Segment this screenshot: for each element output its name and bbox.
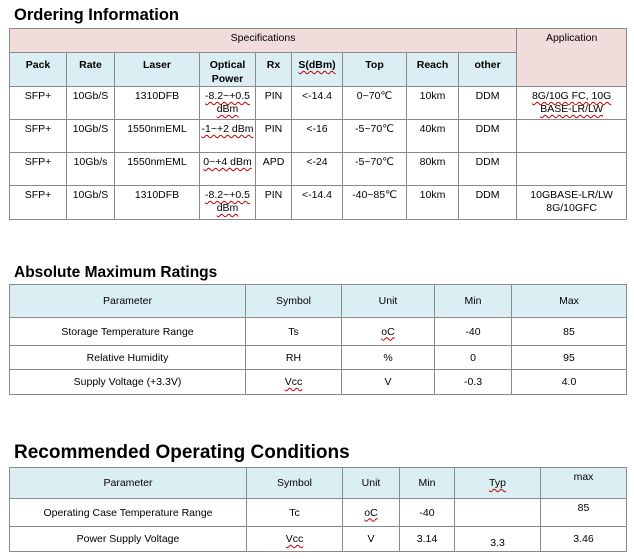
cell-pack: SFP+ [10, 186, 67, 220]
table-row [10, 499, 627, 527]
table-row [10, 370, 627, 395]
cell-laser: 1310DFB [115, 87, 200, 120]
power-value: -8.2~+0.5 dBm [205, 189, 250, 214]
cell-unit [342, 318, 435, 346]
table-row [10, 318, 627, 346]
cell-symbol: Ts [246, 318, 342, 346]
cell-parameter: Supply Voltage (+3.3V) [10, 370, 246, 395]
table-row [10, 527, 627, 552]
sensitivity-label: S(dBm) [298, 59, 336, 71]
cell-unit [343, 499, 400, 527]
cell-sensitivity: <-16 [292, 120, 343, 153]
recommended-operating-conditions-title: Recommended Operating Conditions [14, 442, 350, 463]
table-row [10, 346, 627, 370]
ordering-info-title: Ordering Information [14, 6, 179, 24]
cell-rate: 10Gb/S [67, 120, 115, 153]
cell-laser: 1550nmEML [115, 153, 200, 186]
cell-min: -40 [400, 499, 455, 527]
cell-rx: APD [256, 153, 292, 186]
power-value: -8.2~+0.5 dBm [205, 90, 250, 115]
col-header-rate: Rate [67, 53, 115, 87]
cell-min: -0.3 [435, 370, 512, 395]
cell-top: 0~70℃ [343, 87, 407, 120]
col-header-max: Max [512, 285, 627, 318]
col-header-top: Top [343, 53, 407, 87]
cell-application [517, 153, 627, 186]
cell-top: -40~85℃ [343, 186, 407, 220]
cell-min: 3.14 [400, 527, 455, 552]
cell-other: DDM [459, 186, 517, 220]
cell-power [200, 186, 256, 220]
power-value: 0~+4 dBm [203, 156, 252, 168]
col-header-min: Min [400, 468, 455, 499]
table-row [10, 87, 627, 120]
cell-symbol: Tc [247, 499, 343, 527]
cell-max: 3.46 [541, 527, 627, 552]
col-header-sensitivity [292, 53, 343, 87]
absolute-max-ratings-table [9, 284, 627, 395]
cell-parameter: Storage Temperature Range [10, 318, 246, 346]
col-header-symbol: Symbol [246, 285, 342, 318]
col-header-optical-power: Optical Power [200, 53, 256, 87]
absolute-max-ratings-title: Absolute Maximum Ratings [14, 264, 218, 281]
cell-max: 95 [512, 346, 627, 370]
application-header: Application [517, 29, 627, 87]
cell-min: 0 [435, 346, 512, 370]
cell-reach: 10km [407, 186, 459, 220]
cell-min: -40 [435, 318, 512, 346]
col-header-laser: Laser [115, 53, 200, 87]
col-header-symbol: Symbol [247, 468, 343, 499]
cell-other: DDM [459, 87, 517, 120]
table-row [10, 186, 627, 220]
symbol-value: Vcc [284, 376, 303, 388]
col-header-other: other [459, 53, 517, 87]
col-header-parameter: Parameter [10, 468, 247, 499]
cell-pack: SFP+ [10, 87, 67, 120]
cell-top: -5~70℃ [343, 153, 407, 186]
cell-unit: V [343, 527, 400, 552]
unit-value: oC [364, 506, 378, 519]
col-header-reach: Reach [407, 53, 459, 87]
cell-parameter: Relative Humidity [10, 346, 246, 370]
cell-max: 4.0 [512, 370, 627, 395]
cell-sensitivity: <-24 [292, 153, 343, 186]
col-header-rx: Rx [256, 53, 292, 87]
recommended-operating-conditions-table [9, 467, 627, 552]
cell-reach: 80km [407, 153, 459, 186]
cell-application: 10GBASE-LR/LW 8G/10GFC [517, 186, 627, 220]
col-header-unit: Unit [343, 468, 400, 499]
cell-power [200, 153, 256, 186]
col-header-max: max [541, 468, 627, 499]
cell-laser: 1550nmEML [115, 120, 200, 153]
cell-max: 85 [541, 499, 627, 527]
col-header-pack: Pack [10, 53, 67, 87]
cell-rate: 10Gb/s [67, 153, 115, 186]
table-row [10, 153, 627, 186]
cell-application [517, 120, 627, 153]
cell-other: DDM [459, 153, 517, 186]
power-value: -1~+2 dBm [201, 123, 254, 135]
cell-rx: PIN [256, 120, 292, 153]
cell-power [200, 120, 256, 153]
col-header-typ [455, 468, 541, 499]
ordering-info-table [9, 28, 627, 220]
cell-typ [455, 499, 541, 527]
typ-label: Typ [489, 477, 506, 489]
cell-other: DDM [459, 120, 517, 153]
cell-symbol: RH [246, 346, 342, 370]
cell-typ: 3.3 [455, 527, 541, 552]
cell-pack: SFP+ [10, 153, 67, 186]
cell-rate: 10Gb/S [67, 186, 115, 220]
cell-reach: 40km [407, 120, 459, 153]
cell-rx: PIN [256, 87, 292, 120]
cell-power [200, 87, 256, 120]
cell-pack: SFP+ [10, 120, 67, 153]
cell-rx: PIN [256, 186, 292, 220]
cell-rate: 10Gb/S [67, 87, 115, 120]
col-header-parameter: Parameter [10, 285, 246, 318]
col-header-unit: Unit [342, 285, 435, 318]
cell-unit: V [342, 370, 435, 395]
application-value: 8G/10G FC, 10G BASE-LR/LW [531, 90, 612, 115]
cell-parameter: Operating Case Temperature Range [10, 499, 247, 527]
cell-laser: 1310DFB [115, 186, 200, 220]
symbol-value: Vcc [285, 533, 304, 545]
table-row [10, 120, 627, 153]
cell-max: 85 [512, 318, 627, 346]
cell-sensitivity: <-14.4 [292, 87, 343, 120]
cell-top: -5~70℃ [343, 120, 407, 153]
cell-parameter: Power Supply Voltage [10, 527, 247, 552]
cell-unit: % [342, 346, 435, 370]
cell-sensitivity: <-14.4 [292, 186, 343, 220]
specifications-header: Specifications [10, 29, 517, 53]
col-header-min: Min [435, 285, 512, 318]
unit-value: oC [381, 325, 395, 338]
cell-application [517, 87, 627, 120]
cell-symbol [246, 370, 342, 395]
cell-reach: 10km [407, 87, 459, 120]
cell-symbol [247, 527, 343, 552]
